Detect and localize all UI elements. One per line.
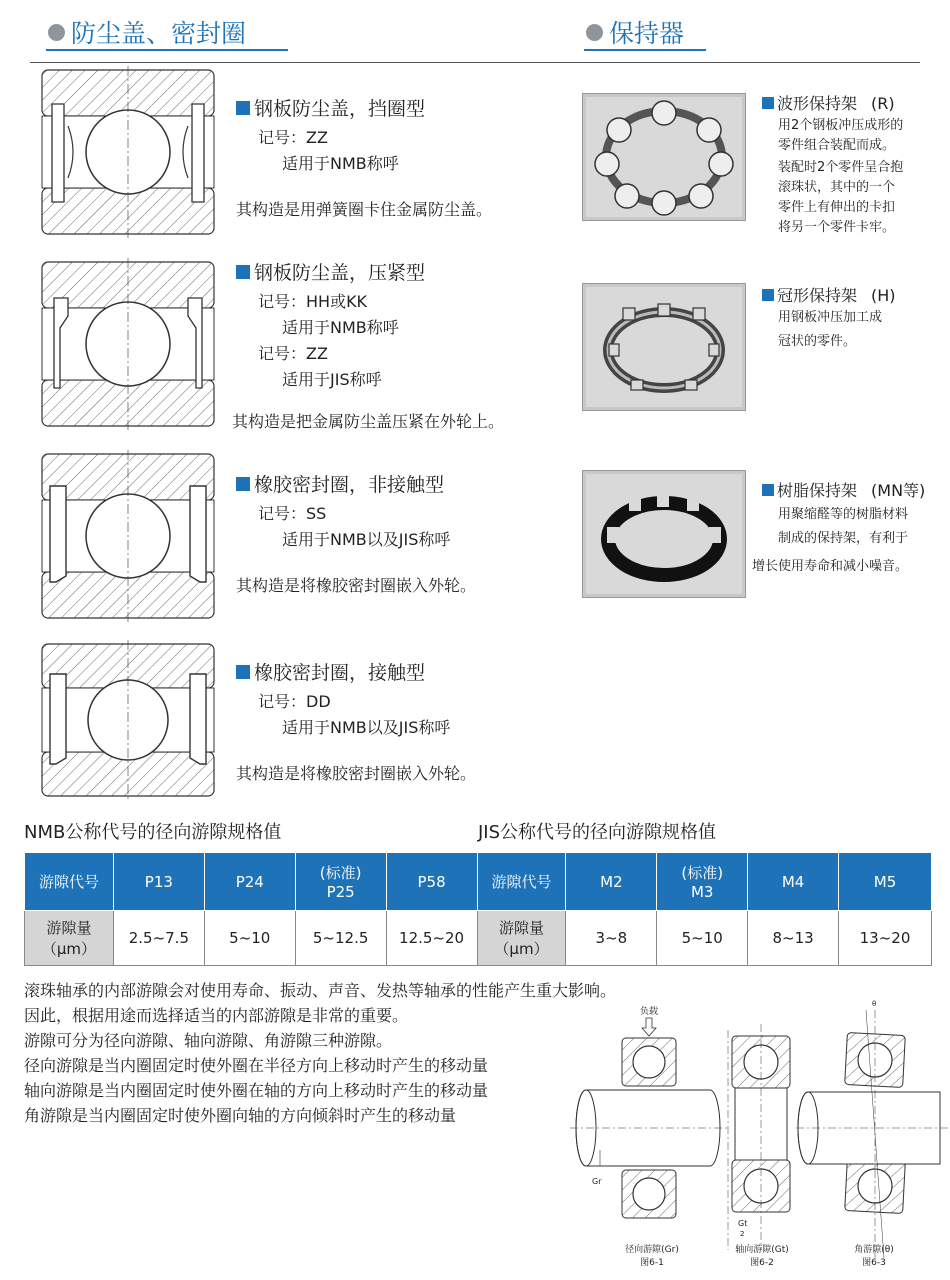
paragraph-line: 因此，根据用途而选择适当的内部游隙是非常的重要。 — [24, 1006, 409, 1025]
blue-square-icon — [236, 101, 250, 115]
seal-code: 记号：DD — [258, 692, 331, 711]
seal-item-4 — [236, 658, 566, 787]
jis-value-cell: 3~8 — [566, 911, 657, 966]
seals-title-underline — [46, 49, 288, 51]
blue-square-icon — [236, 477, 250, 491]
paragraph-line: 轴向游隙是当内圈固定时使外圈在轴的方向上移动时产生的移动量 — [24, 1081, 489, 1100]
blue-square-icon — [236, 265, 250, 279]
seal-diagram-shield-press — [38, 258, 218, 434]
retainer-desc-line: 滚珠状，其中的一个 — [778, 180, 896, 195]
retainers-section-title: 保持器 — [586, 14, 684, 50]
jis-code-cell: (标准) M3 — [657, 853, 748, 911]
seal-description: 其构造是用弹簧圈卡住金属防尘盖。 — [236, 200, 493, 219]
seal-description: 其构造是把金属防尘盖压紧在外轮上。 — [232, 412, 505, 431]
seal-description: 其构造是将橡胶密封圈嵌入外轮。 — [236, 576, 477, 595]
retainer-desc-line: 用钢板冲压加工成 — [778, 310, 883, 325]
nmb-code-cell: P58 — [386, 853, 477, 911]
seal-usage: 适用于NMB以及JIS称呼 — [282, 718, 451, 737]
seal-item-title: 钢板防尘盖，挡圈型 — [236, 94, 566, 121]
theta-half-label: θ — [872, 1000, 877, 1008]
seal-usage: 适用于NMB称呼 — [282, 154, 399, 173]
paragraph-line: 角游隙是当内圈固定时使外圈向轴的方向倾斜时产生的移动量 — [24, 1106, 457, 1125]
seal-item-title: 橡胶密封圈，非接触型 — [236, 470, 566, 497]
nmb-code-cell: (标准) P25 — [295, 853, 386, 911]
gr-label: Gr — [592, 1177, 602, 1186]
seal-code: 记号：SS — [258, 504, 327, 523]
seal-diagram-rubber-noncontact — [38, 450, 218, 626]
jis-table-title: JIS公称代号的径向游隙规格值 — [478, 822, 717, 843]
seal-code: 记号：ZZ — [258, 128, 328, 147]
nmb-value-label: 游隙量 （μm） — [25, 911, 114, 966]
jis-value-label: 游隙量 （μm） — [477, 911, 566, 966]
paragraph-line: 游隙可分为径向游隙、轴向游隙、角游隙三种游隙。 — [24, 1031, 393, 1050]
nmb-value-cell: 12.5~20 — [386, 911, 477, 966]
bullet-dot-icon — [586, 24, 603, 41]
retainer-desc-line: 零件上有伸出的卡扣 — [778, 200, 896, 215]
seal-usage: 适用于NMB以及JIS称呼 — [282, 530, 451, 549]
jis-value-cell: 13~20 — [839, 911, 932, 966]
nmb-value-cell: 2.5~7.5 — [113, 911, 204, 966]
blue-square-icon — [762, 97, 774, 109]
jis-code-label: 游隙代号 — [477, 853, 566, 911]
nmb-table-title: NMB公称代号的径向游隙规格值 — [24, 822, 282, 843]
seal-item-title: 橡胶密封圈，接触型 — [236, 658, 566, 685]
seal-diagram-shield-snap — [38, 66, 218, 242]
paragraph-line: 径向游隙是当内圈固定时使外圈在半径方向上移动时产生的移动量 — [24, 1056, 489, 1075]
table-header-row — [25, 853, 932, 911]
bullet-dot-icon — [48, 24, 65, 41]
jis-code-cell: M2 — [566, 853, 657, 911]
seal-item-1 — [236, 94, 566, 223]
retainer-desc-line: 用聚缩醛等的树脂材料 — [778, 507, 909, 522]
seal-item-title: 钢板防尘盖，压紧型 — [236, 258, 576, 285]
clearance-table — [24, 852, 932, 966]
retainer-title: 波形保持架 (R) — [762, 91, 950, 114]
retainer-desc-line: 制成的保持架，有利于 — [778, 531, 909, 546]
retainer-item-crown — [762, 283, 950, 352]
seals-section-title: 防尘盖、密封圈 — [48, 14, 246, 50]
retainer-photo-crown — [582, 283, 746, 411]
seal-usage: 适用于JIS称呼 — [282, 370, 382, 389]
retainer-desc-line: 零件组合装配而成。 — [778, 138, 896, 153]
jis-value-cell: 5~10 — [657, 911, 748, 966]
retainers-title-underline — [584, 49, 706, 51]
header-rule — [30, 62, 920, 63]
seal-code: 记号：HH或KK — [258, 292, 368, 311]
clearance-figures — [570, 1000, 950, 1280]
retainer-photo-resin — [582, 470, 746, 598]
retainer-desc-line: 装配时2个零件呈合抱 — [778, 160, 904, 175]
nmb-code-label: 游隙代号 — [25, 853, 114, 911]
seal-description: 其构造是将橡胶密封圈嵌入外轮。 — [236, 764, 477, 783]
blue-square-icon — [762, 484, 774, 496]
retainer-title: 树脂保持架 (MN等) — [762, 478, 950, 501]
seal-usage: 适用于NMB称呼 — [282, 318, 399, 337]
paragraph-line: 滚珠轴承的内部游隙会对使用寿命、振动、声音、发热等轴承的性能产生重大影响。 — [24, 981, 617, 1000]
nmb-value-cell: 5~10 — [204, 911, 295, 966]
retainer-desc-line: 增长使用寿命和减小噪音。 — [752, 559, 909, 574]
figure-caption-radial: 径向游隙(Gr) 图6-1 — [625, 1245, 679, 1268]
nmb-code-cell: P24 — [204, 853, 295, 911]
jis-value-cell: 8~13 — [748, 911, 839, 966]
seal-item-3 — [236, 470, 566, 599]
retainer-item-resin — [752, 478, 950, 577]
retainer-desc-line: 冠状的零件。 — [778, 334, 857, 349]
blue-square-icon — [762, 289, 774, 301]
retainer-item-wave — [762, 91, 950, 238]
retainer-photo-wave — [582, 93, 746, 221]
load-arrow-icon — [642, 1018, 656, 1036]
gt-label: Gt — [738, 1219, 748, 1228]
retainer-title: 冠形保持架 (H) — [762, 283, 950, 306]
jis-code-cell: M4 — [748, 853, 839, 911]
jis-code-cell: M5 — [839, 853, 932, 911]
seal-item-2 — [232, 258, 576, 435]
load-label: 负载 — [640, 1007, 659, 1017]
seal-diagram-rubber-contact — [38, 640, 218, 804]
gt-half-label: 2 — [740, 1230, 745, 1238]
nmb-value-cell: 5~12.5 — [295, 911, 386, 966]
seal-code: 记号：ZZ — [258, 344, 328, 363]
retainer-desc-line: 用2个钢板冲压成形的 — [778, 118, 904, 133]
nmb-code-cell: P13 — [113, 853, 204, 911]
figure-caption-axial: 轴向游隙(Gt) 图6-2 — [735, 1245, 789, 1268]
figure-caption-angular: 角游隙(θ) 图6-3 — [854, 1245, 894, 1268]
table-row — [25, 911, 932, 966]
blue-square-icon — [236, 665, 250, 679]
retainer-desc-line: 将另一个零件卡牢。 — [778, 220, 896, 235]
